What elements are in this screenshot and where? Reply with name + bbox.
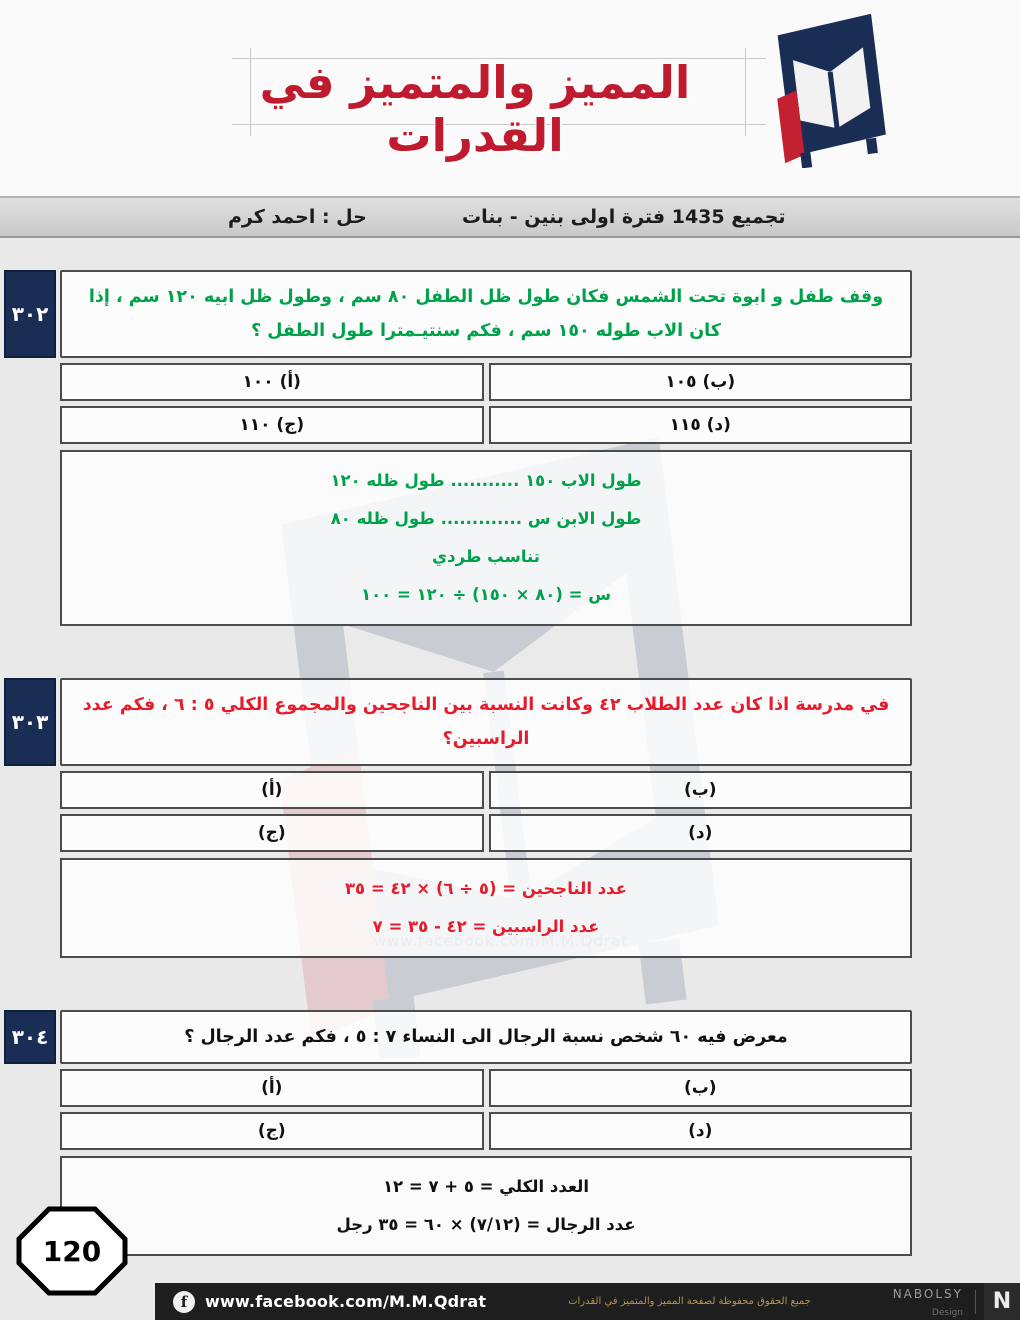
questions-area <box>11 238 912 1308</box>
answer-option-c: (ج) <box>60 1112 484 1150</box>
question-text: في مدرسة اذا كان عدد الطلاب ٤٢ وكانت النسبة بين الناجحين والمجموع الكلي ٥ : ٦ ، فكم عدد الراسبين؟ <box>82 695 890 750</box>
answer-option-b: (ب) ١٠٥ <box>489 363 913 401</box>
answer-option-b: (ب) <box>489 771 913 809</box>
question-number-badge <box>4 270 56 358</box>
answer-option-c: (ج) ١١٠ <box>60 406 484 444</box>
answer-option-c: (ج) <box>60 814 484 852</box>
solution-line: طول الابن س ............. طول ظله ٨٠ <box>330 509 642 529</box>
collection-title: تجميع 1435 فترة اولى بنين - بنات <box>462 206 786 228</box>
solution-line: عدد الرجال = (٧/١٢) × ٦٠ = ٣٥ رجل <box>336 1215 636 1235</box>
page-number: 120 <box>42 1234 102 1268</box>
solution-line: عدد الناجحين = (٥ ÷ ٦) × ٤٢ = ٣٥ <box>344 879 627 899</box>
answer-option-a: (أ) ١٠٠ <box>60 363 484 401</box>
book-logo-icon <box>762 6 902 168</box>
solver-credit: حل : احمد كرم <box>228 206 367 228</box>
footer-bar <box>155 1283 1020 1320</box>
page-header <box>0 0 1020 196</box>
solution-line: العدد الكلي = ٥ + ٧ = ١٢ <box>382 1177 590 1197</box>
copyright-text: جميع الحقوق محفوظة لصفحة المميز والمتميز في القدرات <box>568 1296 811 1307</box>
question-number: ٣٠٣ <box>11 710 49 735</box>
solution-box <box>60 450 912 626</box>
designer-credit <box>893 1284 963 1319</box>
answer-option-a: (أ) <box>60 771 484 809</box>
question-number-badge <box>4 678 56 766</box>
answer-option-b: (ب) <box>489 1069 913 1107</box>
brand-title: المميز والمتميز في القدرات <box>259 56 691 162</box>
question-block-303 <box>11 678 912 958</box>
solution-box <box>60 1156 912 1256</box>
designer-name: NABOLSY <box>892 1286 963 1301</box>
subtitle-bar <box>0 196 1020 238</box>
solution-line: طول الاب ١٥٠ ........... طول ظله ١٢٠ <box>330 471 642 491</box>
question-number: ٣٠٢ <box>11 302 49 327</box>
question-text: معرض فيه ٦٠ شخص نسبة الرجال الى النساء ٧ : ٥ ، فكم عدد الرجال ؟ <box>184 1027 788 1048</box>
page-number-octagon <box>16 1206 128 1296</box>
answer-option-a: (أ) <box>60 1069 484 1107</box>
solution-line: تناسب طردي <box>432 547 540 567</box>
answer-option-d: (د) ١١٥ <box>489 406 913 444</box>
facebook-url: www.facebook.com/M.M.Qdrat <box>205 1292 487 1311</box>
solution-line: س = (٨٠ × ١٥٠) ÷ ١٢٠ = ١٠٠ <box>361 585 611 605</box>
answer-option-d: (د) <box>489 814 913 852</box>
solution-line: عدد الراسبين = ٤٢ - ٣٥ = ٧ <box>372 917 600 937</box>
footer-divider <box>975 1290 976 1314</box>
question-block-302 <box>11 270 912 626</box>
facebook-icon: f <box>173 1291 195 1313</box>
question-text-box <box>60 678 912 766</box>
designer-logo-icon: N <box>984 1283 1020 1320</box>
question-number: ٣٠٤ <box>11 1025 49 1050</box>
solution-box <box>60 858 912 958</box>
question-text: وقف طفل و ابوة تحت الشمس فكان طول ظل الطفل ٨٠ سم ، وطول ظل ابيه ١٢٠ سم ، إذا كان الاب طوله ١٥٠ سم ، فكم سنتيـمترا طول الطفل ؟ <box>88 287 884 342</box>
question-number-badge <box>4 1010 56 1064</box>
designer-sub: Design <box>931 1308 963 1319</box>
question-text-box <box>60 1010 912 1064</box>
answer-option-d: (د) <box>489 1112 913 1150</box>
question-text-box <box>60 270 912 358</box>
